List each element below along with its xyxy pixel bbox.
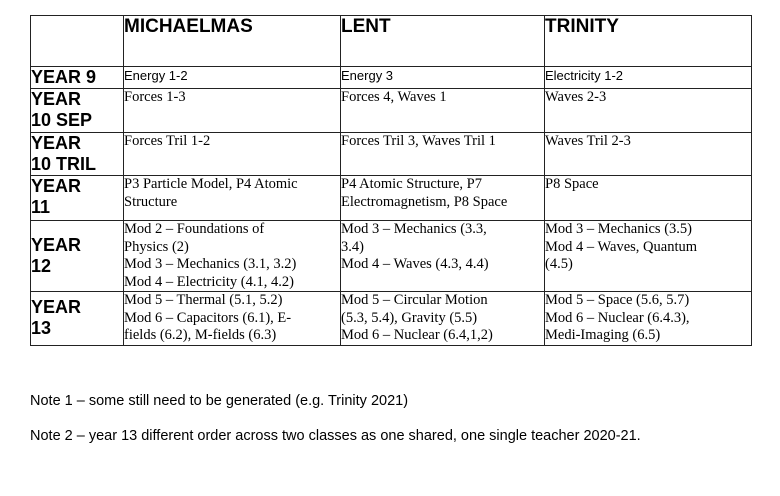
- michaelmas-cell: Energy 1-2: [124, 67, 341, 89]
- lent-cell: Mod 3 – Mechanics (3.3, 3.4) Mod 4 – Waves (4.3, 4.4): [341, 221, 545, 292]
- trinity-cell: Electricity 1-2: [545, 67, 752, 89]
- trinity-cell: P8 Space: [545, 176, 752, 221]
- trinity-cell: Waves 2-3: [545, 89, 752, 133]
- lent-cell: Energy 3: [341, 67, 545, 89]
- michaelmas-cell: P3 Particle Model, P4 Atomic Structure: [124, 176, 341, 221]
- table-row-year-10-sep: [31, 89, 752, 133]
- michaelmas-cell: Forces 1-3: [124, 89, 341, 133]
- header-corner-cell: [31, 16, 124, 67]
- header-michaelmas: MICHAELMAS: [124, 16, 341, 67]
- michaelmas-cell: Mod 5 – Thermal (5.1, 5.2) Mod 6 – Capacitors (6.1), E- fields (6.2), M-fields (6.3): [124, 292, 341, 346]
- header-row: [31, 16, 752, 67]
- table-row-year-9: [31, 67, 752, 89]
- year-label: YEAR 10 TRIL: [31, 133, 124, 176]
- trinity-cell: Waves Tril 2-3: [545, 133, 752, 176]
- michaelmas-cell: Forces Tril 1-2: [124, 133, 341, 176]
- table-row-year-11: [31, 176, 752, 221]
- lent-cell: Forces 4, Waves 1: [341, 89, 545, 133]
- header-trinity: TRINITY: [545, 16, 752, 67]
- year-label: YEAR 9: [31, 67, 124, 89]
- year-label: YEAR 12: [31, 221, 124, 292]
- year-label: YEAR 11: [31, 176, 124, 221]
- trinity-cell: Mod 3 – Mechanics (3.5) Mod 4 – Waves, Quantum (4.5): [545, 221, 752, 292]
- curriculum-table: [30, 15, 752, 346]
- table-row-year-13: [31, 292, 752, 346]
- lent-cell: P4 Atomic Structure, P7 Electromagnetism, P8 Space: [341, 176, 545, 221]
- lent-cell: Mod 5 – Circular Motion (5.3, 5.4), Gravity (5.5) Mod 6 – Nuclear (6.4,1,2): [341, 292, 545, 346]
- trinity-cell: Mod 5 – Space (5.6, 5.7) Mod 6 – Nuclear (6.4.3), Medi-Imaging (6.5): [545, 292, 752, 346]
- year-label: YEAR 10 SEP: [31, 89, 124, 133]
- lent-cell: Forces Tril 3, Waves Tril 1: [341, 133, 545, 176]
- michaelmas-cell: Mod 2 – Foundations of Physics (2) Mod 3 – Mechanics (3.1, 3.2) Mod 4 – Electricity (4.1, 4.2): [124, 221, 341, 292]
- table-row-year-12: [31, 221, 752, 292]
- header-lent: LENT: [341, 16, 545, 67]
- note-1: Note 1 – some still need to be generated (e.g. Trinity 2021): [30, 393, 409, 409]
- note-2: Note 2 – year 13 different order across two classes as one shared, one single teacher 2020-21.: [30, 428, 641, 444]
- year-label: YEAR 13: [31, 292, 124, 346]
- table-row-year-10-tril: [31, 133, 752, 176]
